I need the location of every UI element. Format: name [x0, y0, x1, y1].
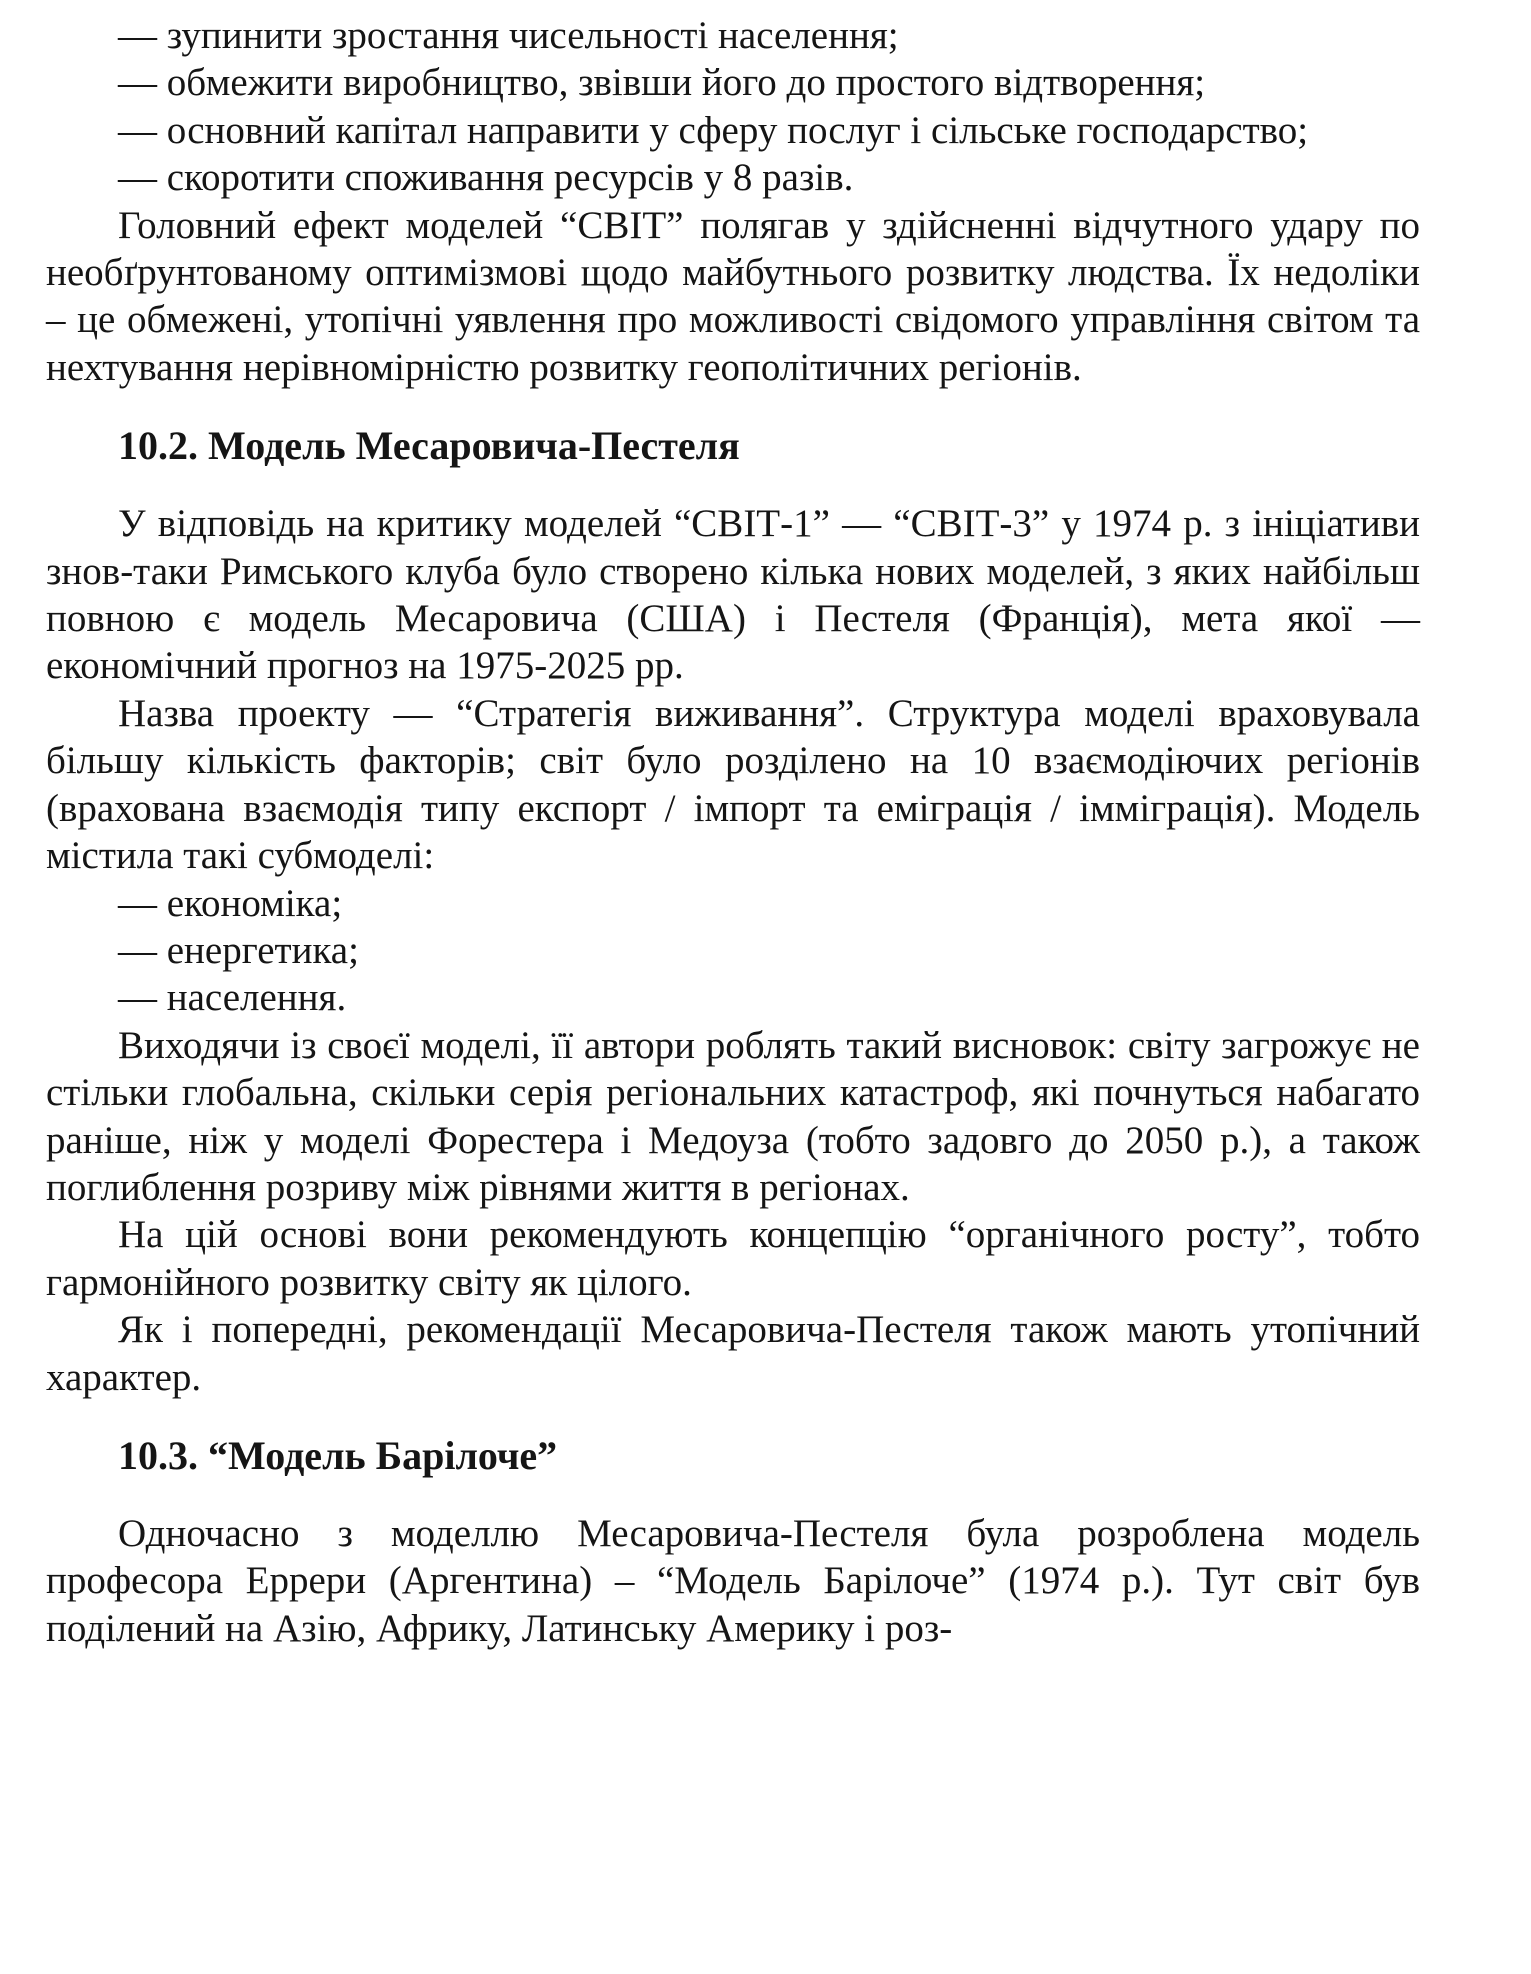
- section-heading: 10.2. Модель Месаровича-Пестеля: [118, 423, 740, 469]
- list-item: — зупинити зростання чисельності населення;: [118, 14, 899, 57]
- submodel-item: — енергетика;: [118, 928, 359, 972]
- document-page: [46, 0, 1420, 1974]
- section-heading: 10.3. “Модель Барілоче”: [118, 1432, 558, 1478]
- spacer: [46, 1480, 1420, 1510]
- section-paragraph: Назва проекту — “Стратегія виживання”. Структура моделі враховувала більшу кількість факторів; світ було розділено на 10 взаємодіючих регіонів (врахована взаємодія типу експорт / імпорт та еміграція / імміграція). Модель містила такі субмоделі:: [46, 691, 1420, 878]
- section-paragraph: На цій основі вони рекомендують концепцію “органічного росту”, тобто гармонійного розвитку світу як цілого.: [46, 1213, 1420, 1304]
- section-paragraph: Одночасно з моделлю Месаровича-Пестеля була розроблена модель професора Еррери (Аргентина) – “Модель Барілоче” (1974 р.). Тут світ був поділений на Азію, Африку, Латинську Америку і роз-: [46, 1511, 1420, 1650]
- section-paragraph: Виходячи із своєї моделі, її автори роблять такий висновок: світу загрожує не стільки глобальна, скільки серія регіональних катастроф, які почнуться набагато раніше, ніж у моделі Форестера і Медоуза (тобто задовго до 2050 р.), а також поглиблення розриву між рівнями життя в регіонах.: [46, 1023, 1420, 1209]
- spacer: [46, 1401, 1420, 1432]
- list-item: — скоротити споживання ресурсів у 8 разів.: [118, 156, 854, 200]
- section-paragraph: У відповідь на критику моделей “СВІТ-1” — “СВІТ-3” у 1974 р. з ініціативи знов-таки Римського клуба було створено кілька нових моделей, з яких найбільш повною є модель Месаровича (США) і Пестеля (Франція), мета якої — економічний прогноз на 1975-2025 рр.: [46, 502, 1420, 688]
- intro-paragraph: Головний ефект моделей “СВІТ” полягав у здійсненні відчутного удару по необґрунтованому оптимізмові щодо майбутнього розвитку людства. Їх недоліки – це обмежені, утопічні уявлення про можливості свідомого управління світом та нехтування нерівномірністю розвитку геополітичних регіонів.: [46, 203, 1420, 389]
- spacer: [46, 470, 1420, 500]
- spacer: [46, 391, 1420, 422]
- list-item: — обмежити виробництво, звівши його до простого відтворення;: [118, 61, 1206, 105]
- submodel-item: — економіка;: [118, 881, 343, 925]
- list-item: — основний капітал направити у сферу послуг і сільське господарство;: [118, 108, 1309, 152]
- section-paragraph: Як і попередні, рекомендації Месаровича-Пестеля також мають утопічний характер.: [46, 1308, 1420, 1399]
- submodel-item: — населення.: [118, 976, 347, 1020]
- top-margin: [46, 0, 1420, 12]
